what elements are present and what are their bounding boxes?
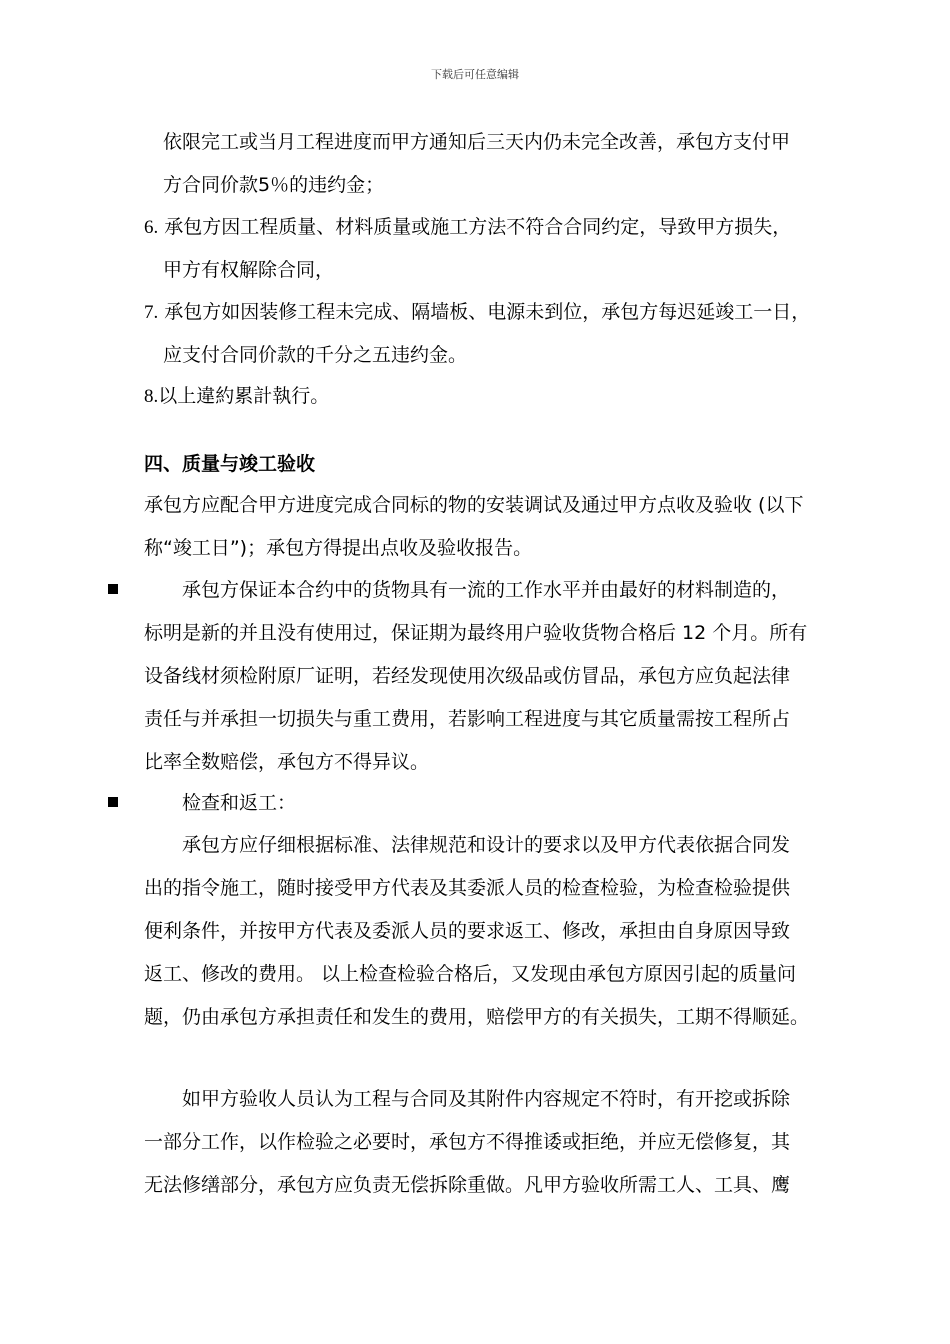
item8-text: 以上違約累計執行。 — [158, 385, 330, 407]
item6-line2: 甲方有权解除合同， — [163, 259, 335, 281]
bullet2-p1-line4: 返工、修改的费用。 以上检查检验合格后，又发现由承包方原因引起的质量问 — [144, 963, 797, 985]
bullet1-line4: 责任与并承担一切损失与重工费用，若影响工程进度与其它质量需按工程所占 — [144, 708, 791, 730]
item5-line1: 依限完工或当月工程进度而甲方通知后三天内仍未完全改善，承包方支付甲 — [163, 131, 791, 153]
bullet2-p1-line3: 便利条件，并按甲方代表及委派人员的要求返工、修改，承担由自身原因导致 — [144, 920, 791, 942]
bullet2-p2-line1: 如甲方验收人员认为工程与合同及其附件内容规定不符时，有开挖或拆除 — [182, 1088, 791, 1110]
item6-number: 6. — [144, 217, 159, 238]
item6-line1 — [144, 215, 791, 240]
bullet1-line5: 比率全数赔偿，承包方不得异议。 — [144, 751, 430, 773]
bullet-2-marker — [108, 797, 118, 807]
bullet2-p2-line2: 一部分工作，以作检验之必要时，承包方不得推诿或拒绝，并应无偿修复，其 — [144, 1131, 791, 1153]
bullet1-line3: 设备线材须检附原厂证明，若经发现使用次级品或仿冒品，承包方应负起法律 — [144, 665, 791, 687]
page-header: 下载后可任意编辑 — [431, 68, 519, 81]
section4-intro-line2: 称“竣工日”)；承包方得提出点收及验收报告。 — [144, 537, 533, 559]
bullet2-title: 检查和返工： — [182, 792, 297, 814]
bullet2-p2-line3: 无法修缮部分，承包方应负责无偿拆除重做。凡甲方验收所需工人、工具、鹰 — [144, 1174, 791, 1196]
item6-text: 承包方因工程质量、材料质量或施工方法不符合合同约定，导致甲方损失， — [164, 216, 792, 238]
item7-line1 — [144, 300, 810, 325]
bullet2-p1-line1: 承包方应仔细根据标准、法律规范和设计的要求以及甲方代表依据合同发 — [182, 834, 791, 856]
bullet1-line2: 标明是新的并且没有使用过，保证期为最终用户验收货物合格后 12 个月。所有 — [144, 622, 808, 644]
section4-heading: 四、质量与竣工验收 — [144, 453, 316, 475]
item8-line — [144, 384, 329, 409]
item7-number: 7. — [144, 302, 159, 323]
section4-intro-line1: 承包方应配合甲方进度完成合同标的物的安装调试及通过甲方点收及验收 (以下 — [144, 494, 804, 516]
item8-number: 8. — [144, 386, 159, 407]
bullet-1-marker — [108, 584, 118, 594]
item7-text: 承包方如因装修工程未完成、隔墙板、电源未到位，承包方每迟延竣工一日， — [164, 301, 811, 323]
bullet1-line1: 承包方保证本合约中的货物具有一流的工作水平并由最好的材料制造的， — [182, 579, 791, 601]
bullet2-p1-line5: 题，仍由承包方承担责任和发生的费用，赔偿甲方的有关损失，工期不得顺延。 — [144, 1006, 810, 1028]
item5-line2: 方合同价款5％的违约金； — [163, 174, 385, 196]
item7-line2: 应支付合同价款的千分之五违约金。 — [163, 344, 468, 366]
bullet2-p1-line2: 出的指令施工，随时接受甲方代表及其委派人员的检查检验，为检查检验提供 — [144, 877, 791, 899]
